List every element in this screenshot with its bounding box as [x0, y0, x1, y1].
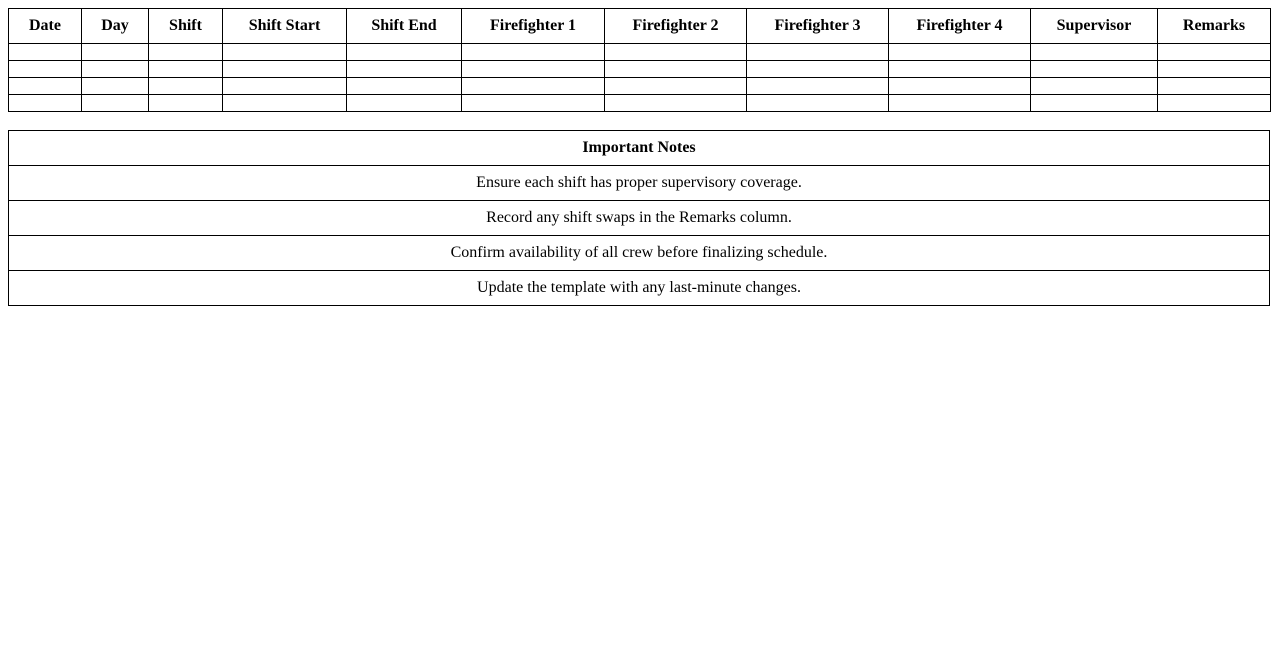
table-cell — [1031, 44, 1158, 61]
list-item — [9, 271, 1270, 306]
table-cell — [149, 44, 223, 61]
table-cell — [1031, 61, 1158, 78]
table-cell — [889, 44, 1031, 61]
table-cell — [605, 95, 747, 112]
table-cell — [605, 61, 747, 78]
table-row — [9, 44, 1271, 61]
table-cell — [347, 95, 462, 112]
table-cell — [9, 95, 82, 112]
table-cell — [889, 61, 1031, 78]
table-cell — [82, 95, 149, 112]
table-cell — [1158, 78, 1271, 95]
note-text: Update the template with any last-minute changes. — [9, 271, 1270, 306]
table-cell — [223, 44, 347, 61]
table-cell — [223, 78, 347, 95]
table-cell — [82, 61, 149, 78]
note-text: Confirm availability of all crew before finalizing schedule. — [9, 236, 1270, 271]
column-header-day: Day — [82, 9, 149, 44]
table-cell — [149, 78, 223, 95]
table-cell — [1031, 78, 1158, 95]
notes-header-row — [9, 131, 1270, 166]
table-cell — [747, 95, 889, 112]
table-cell — [462, 61, 605, 78]
table-cell — [747, 44, 889, 61]
table-row — [9, 78, 1271, 95]
table-cell — [347, 78, 462, 95]
list-item — [9, 236, 1270, 271]
list-item — [9, 166, 1270, 201]
list-item — [9, 201, 1270, 236]
table-cell — [1158, 61, 1271, 78]
column-header-firefighter-4: Firefighter 4 — [889, 9, 1031, 44]
table-cell — [347, 61, 462, 78]
table-cell — [347, 44, 462, 61]
table-row — [9, 61, 1271, 78]
table-cell — [9, 78, 82, 95]
table-cell — [82, 78, 149, 95]
table-cell — [9, 61, 82, 78]
table-cell — [149, 95, 223, 112]
table-row — [9, 95, 1271, 112]
notes-title: Important Notes — [9, 131, 1270, 166]
column-header-shift-start: Shift Start — [223, 9, 347, 44]
table-cell — [223, 95, 347, 112]
table-cell — [462, 44, 605, 61]
table-cell — [1158, 44, 1271, 61]
table-cell — [605, 44, 747, 61]
column-header-supervisor: Supervisor — [1031, 9, 1158, 44]
column-header-firefighter-1: Firefighter 1 — [462, 9, 605, 44]
column-header-date: Date — [9, 9, 82, 44]
table-cell — [1031, 95, 1158, 112]
note-text: Record any shift swaps in the Remarks column. — [9, 201, 1270, 236]
table-cell — [462, 78, 605, 95]
schedule-table — [8, 8, 1271, 112]
table-cell — [82, 44, 149, 61]
column-header-remarks: Remarks — [1158, 9, 1271, 44]
table-cell — [605, 78, 747, 95]
notes-table — [8, 130, 1270, 306]
column-header-shift: Shift — [149, 9, 223, 44]
table-cell — [889, 95, 1031, 112]
table-cell — [889, 78, 1031, 95]
column-header-firefighter-3: Firefighter 3 — [747, 9, 889, 44]
schedule-header-row — [9, 9, 1271, 44]
column-header-shift-end: Shift End — [347, 9, 462, 44]
table-cell — [1158, 95, 1271, 112]
table-cell — [9, 44, 82, 61]
table-cell — [747, 61, 889, 78]
table-cell — [747, 78, 889, 95]
table-cell — [223, 61, 347, 78]
table-cell — [149, 61, 223, 78]
table-cell — [462, 95, 605, 112]
note-text: Ensure each shift has proper supervisory coverage. — [9, 166, 1270, 201]
column-header-firefighter-2: Firefighter 2 — [605, 9, 747, 44]
